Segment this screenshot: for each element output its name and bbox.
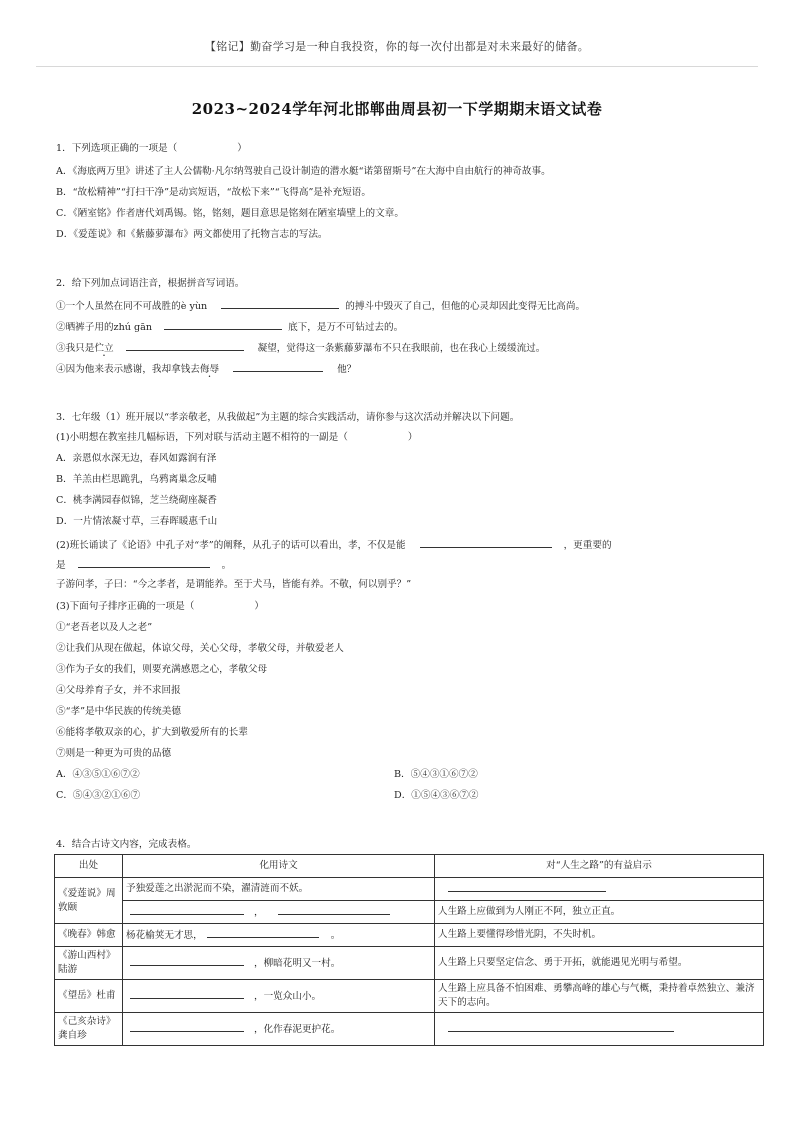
q3-sub3: (3)下面句子排序正确的一项是（ ） (56, 601, 264, 612)
q3-choice-d: D．①⑤④③⑥⑦② (394, 790, 479, 801)
answer-blank[interactable] (278, 904, 390, 915)
answer-blank[interactable] (420, 537, 552, 548)
verse-cell: ，一览众山小。 (123, 980, 435, 1013)
insight-cell: 人生路上应做到为人刚正不阿，独立正直。 (435, 901, 764, 924)
q2-stem: 2．给下列加点词语注音，根据拼音写词语。 (56, 278, 245, 289)
answer-blank[interactable] (233, 361, 323, 372)
verse-cell: ，化作春泥更护花。 (123, 1013, 435, 1046)
poem-table (54, 854, 764, 1046)
header-divider (36, 66, 758, 67)
dotted-word: 伫立 (94, 343, 114, 354)
answer-blank[interactable] (130, 988, 244, 999)
source-cell: 《望岳》杜甫 (55, 980, 123, 1013)
q2-item-4: ④因为他来表示感谢，我却拿钱去侮辱 他？ (56, 361, 356, 376)
q3-sub1-option-d: D．一片情浓凝寸草，三春晖暖惠千山 (56, 516, 218, 527)
source-cell: 《游山西村》陆游 (55, 947, 123, 980)
q2-item-2: ②晒裤子用的zhú gān 底下，是万不可钻过去的。 (56, 319, 403, 334)
q3-sub2: (2)班长诵读了《论语》中孔子对“孝”的阐释，从孔子的话可以看出，孝，不仅是能 ，更重要的 (56, 537, 612, 552)
q3-sentence-6: ⑥能将孝敬双亲的心，扩大到敬爱所有的长辈 (56, 727, 248, 738)
answer-blank[interactable] (130, 904, 244, 915)
q3-sentence-1: ①“老吾老以及人之老” (56, 622, 153, 633)
q3-stem: 3．七年级（1）班开展以“孝亲敬老，从我做起”为主题的综合实践活动，请你参与这次活动并解决以下问题。 (56, 412, 520, 423)
q3-sub1-option-a: A．亲恩似水深无边，春风如露润有泽 (56, 453, 217, 464)
q3-sentence-4: ④父母养育子女，并不求回报 (56, 685, 181, 696)
q3-sentence-5: ⑤“孝”是中华民族的传统美德 (56, 706, 181, 717)
verse-cell: 予独爱莲之出淤泥而不染，濯清涟而不妖。 (123, 878, 435, 901)
answer-blank[interactable] (207, 927, 319, 938)
answer-blank[interactable] (126, 340, 244, 351)
source-cell: 《己亥杂诗》龚自珍 (55, 1013, 123, 1046)
q1-option-a: A．《海底两万里》讲述了主人公儒勒·凡尔纳驾驶自己设计制造的潜水艇“诺第留斯号”在大海中自由航行的神奇故事。 (56, 166, 551, 177)
q3-sentence-3: ③作为子女的我们，则要充满感恩之心，孝敬父母 (56, 664, 268, 675)
exam-title: 2023~2024学年河北邯郸曲周县初一下学期期末语文试卷 (191, 100, 603, 118)
answer-blank[interactable] (448, 881, 606, 892)
insight-cell (435, 878, 764, 901)
source-cell: 《晚春》韩愈 (55, 924, 123, 947)
verse-cell: ，柳暗花明又一村。 (123, 947, 435, 980)
q3-choice-b: B．⑤④③①⑥⑦② (394, 769, 478, 780)
insight-cell: 人生路上要懂得珍惜光阴，不失时机。 (435, 924, 764, 947)
answer-blank[interactable] (130, 955, 244, 966)
q1-option-d: D．《爱莲说》和《紫藤萝瀑布》两文都使用了托物言志的写法。 (56, 229, 328, 240)
q3-sentence-2: ②让我们从现在做起，体谅父母，关心父母，孝敬父母，并敬爱老人 (56, 643, 344, 654)
q1-option-b: B．“故松精神”“打扫干净”是动宾短语，“故松下来”“飞得高”是补充短语。 (56, 187, 371, 198)
column-header-verse: 化用诗文 (123, 855, 435, 878)
q3-sentence-7: ⑦则是一种更为可贵的品德 (56, 748, 172, 759)
q3-sub2-cont: 是 。 (56, 557, 231, 572)
q1-stem: 1．下列选项正确的一项是（ ） (56, 143, 247, 154)
motto-header: 【铭记】勤奋学习是一种自我投资，你的每一次付出都是对未来最好的储备。 (204, 40, 590, 53)
answer-blank[interactable] (130, 1021, 244, 1032)
q2-item-1: ①一个人虽然在同不可战胜的è yùn 的搏斗中毁灭了自己，但他的心灵却因此变得无比高尚。 (56, 298, 585, 313)
verse-cell: ， (123, 901, 435, 924)
answer-blank[interactable] (448, 1021, 674, 1032)
q3-quote: 子游问孝，子曰：“今之孝者，是谓能养。至于犬马，皆能有养。不敬，何以别乎？” (56, 579, 412, 590)
source-cell: 《爱莲说》周敦颐 (55, 878, 123, 924)
q3-sub1-option-c: C．桃李满园春似锦，芝兰绕砌座凝香 (56, 495, 217, 506)
q2-item-3: ③我只是伫立 凝望，觉得这一条紫藤萝瀑布不只在我眼前，也在我心上缓缓流过。 (56, 340, 545, 355)
q1-option-c: C．《陋室铭》作者唐代刘禹锡。铭，铭刻，题目意思是铭刻在陋室墙壁上的文章。 (56, 208, 404, 219)
column-header-source: 出处 (55, 855, 123, 878)
q4-stem: 4．结合古诗文内容，完成表格。 (56, 839, 197, 850)
q3-choice-c: C．⑤④③②①⑥⑦ (56, 790, 141, 801)
dotted-word: 侮辱 (199, 364, 220, 375)
verse-cell: 杨花榆荚无才思， 。 (123, 924, 435, 947)
column-header-insight: 对“人生之路”的有益启示 (435, 855, 764, 878)
q3-sub1: (1)小明想在教室挂几幅标语，下列对联与活动主题不相符的一副是（ ） (56, 432, 418, 443)
answer-blank[interactable] (78, 557, 210, 568)
q3-choice-a: A．④③⑤①⑥⑦② (56, 769, 140, 780)
insight-cell: 人生路上只要坚定信念、勇于开拓，就能遇见光明与希望。 (435, 947, 764, 980)
q3-sub1-option-b: B．羊羔由栏思跪乳，乌鸦离巢念反哺 (56, 474, 217, 485)
answer-blank[interactable] (164, 319, 282, 330)
answer-blank[interactable] (221, 298, 339, 309)
insight-cell (435, 1013, 764, 1046)
insight-cell: 人生路上应具备不怕困难、勇攀高峰的雄心与气概，秉持着卓然独立、兼济天下的志向。 (435, 980, 764, 1013)
